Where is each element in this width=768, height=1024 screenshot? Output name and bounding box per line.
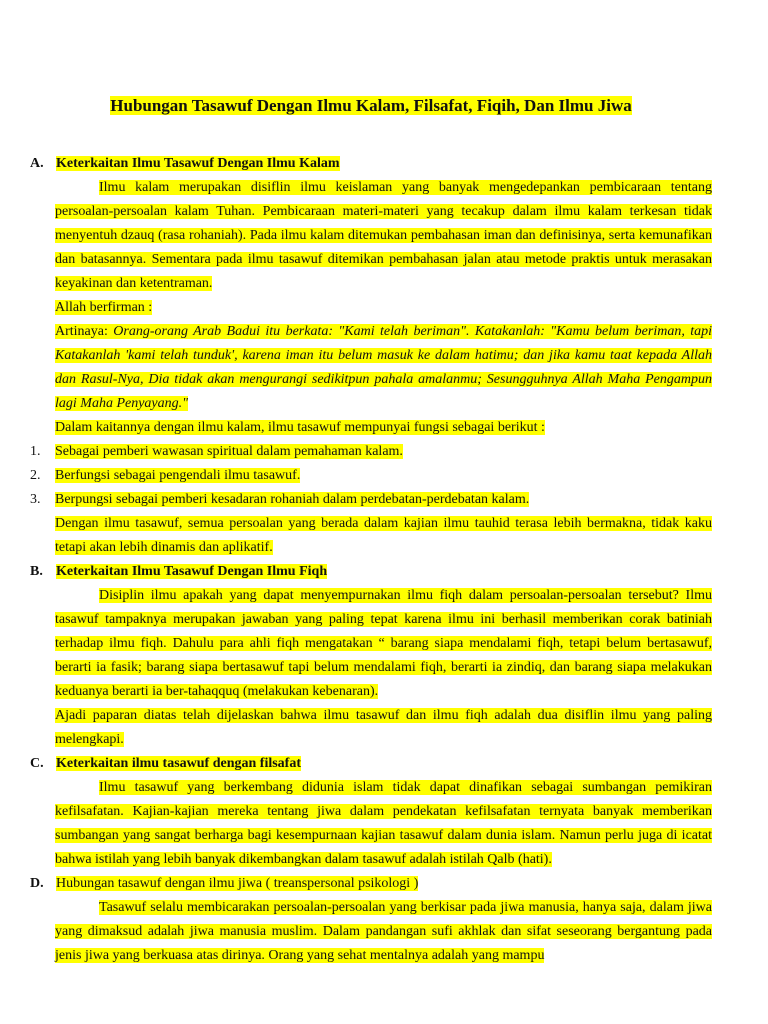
numbered-list xyxy=(30,440,712,512)
section-d xyxy=(30,872,712,968)
section-letter: C. xyxy=(30,756,44,771)
section-title: Keterkaitan Ilmu Tasawuf Dengan Ilmu Fiqh xyxy=(56,564,328,579)
paragraph: Allah berfirman : xyxy=(55,300,153,315)
translation-text: Orang-orang Arab Badui itu berkata: "Kami telah beriman". Katakanlah: "Kamu belum beriman, tapi Katakanlah 'kami telah tunduk', karena iman itu belum masuk ke dalam hatimu; dan jika kamu taat kepada Allah dan Rasul-Nya, Dia tidak akan mengurangi sedikitpun pahala amalanmu; Sesungguhnya Allah Maha Pengampun lagi Maha Penyayang." xyxy=(55,324,713,411)
section-heading xyxy=(30,560,712,584)
section-title: Keterkaitan ilmu tasawuf dengan filsafat xyxy=(56,756,301,771)
section-heading xyxy=(30,872,712,896)
section-a xyxy=(30,152,712,560)
paragraph: Dengan ilmu tasawuf, semua persoalan yang berada dalam kajian ilmu tauhid terasa lebih bermakna, tidak kaku tetapi akan lebih dinamis dan aplikatif. xyxy=(55,516,712,555)
section-title: Hubungan tasawuf dengan ilmu jiwa ( treanspersonal psikologi ) xyxy=(56,876,419,891)
section-letter: D. xyxy=(30,876,44,891)
paragraph: Tasawuf selalu membicarakan persoalan-persoalan yang berkisar pada jiwa manusia, hanya saja, dalam jiwa yang dimaksud adalah jiwa manusia muslim. Dalam pandangan sufi akhlak dan sifat seseorang bergantung pada jenis jiwa yang berkuasa atas dirinya. Orang yang sehat mentalnya adalah yang mampu xyxy=(55,900,712,963)
paragraph: Ajadi paparan diatas telah dijelaskan bahwa ilmu tasawuf dan ilmu fiqh adalah dua disiflin ilmu yang paling melengkapi. xyxy=(55,708,712,747)
section-heading xyxy=(30,152,712,176)
section-heading xyxy=(30,752,712,776)
document-title: Hubungan Tasawuf Dengan Ilmu Kalam, Filsafat, Fiqih, Dan Ilmu Jiwa xyxy=(110,96,632,115)
list-item: 3. Berpungsi sebagai pemberi kesadaran rohaniah dalam perdebatan-perdebatan kalam. xyxy=(30,492,530,507)
section-letter: B. xyxy=(30,564,43,579)
translation-label: Artinaya: xyxy=(55,324,108,339)
section-letter: A. xyxy=(30,156,44,171)
paragraph: Ilmu kalam merupakan disiflin ilmu keislaman yang banyak mengedepankan pembicaraan tentang persoalan-persoalan kalam Tuhan. Pembicaraan materi-materi yang tecakup dalam ilmu kalam terkesan tidak menyentuh dzauq (rasa rohaniah). Pada ilmu kalam ditemukan pembahasan iman dan definisinya, serta kemunafikan dan batasannya. Sementara pada ilmu tasawuf ditemikan pembahasan jalan atau metode praktis untuk merasakan keyakinan dan ketentraman. xyxy=(55,180,712,291)
paragraph: Dalam kaitannya dengan ilmu kalam, ilmu tasawuf mempunyai fungsi sebagai berikut : xyxy=(55,420,545,435)
paragraph: Ilmu tasawuf yang berkembang didunia islam tidak dapat dinafikan sebagai sumbangan pemikiran kefilsafatan. Kajian-kajian mereka tentang jiwa dalam pendekatan kefilsafatan ternyata banyak memberikan sumbangan yang sangat berharga bagi kesempurnaan kajian tasawuf dalam dunia islam. Namun perlu juga di icatat bahwa istilah yang lebih banyak dikembangkan dalam tasawuf adalah istilah Qalb (hati). xyxy=(55,780,712,867)
section-b xyxy=(30,560,712,752)
section-c xyxy=(30,752,712,872)
list-item: 2. Berfungsi sebagai pengendali ilmu tasawuf. xyxy=(30,468,301,483)
section-title: Keterkaitan Ilmu Tasawuf Dengan Ilmu Kalam xyxy=(56,156,340,171)
translation-paragraph xyxy=(55,320,712,416)
paragraph: Disiplin ilmu apakah yang dapat menyempurnakan ilmu fiqh dalam persoalan-persoalan tersebut? Ilmu tasawuf tampaknya merupakan jawaban yang paling tepat karena ilmu ini berhasil memberikan corak batiniah terhadap ilmu fiqh. Dahulu para ahli fiqh mengatakan “ barang siapa mendalami fiqh, tetapi belum bertasawuf, berarti ia fasik; barang siapa bertasawuf tapi belum mendalami fiqh, berarti ia zindiq, dan barang siapa melakukan keduanya berarti ia ber-tahaqquq (melakukan kebenaran). xyxy=(55,588,712,699)
list-item: 1. Sebagai pemberi wawasan spiritual dalam pemahaman kalam. xyxy=(30,444,403,459)
